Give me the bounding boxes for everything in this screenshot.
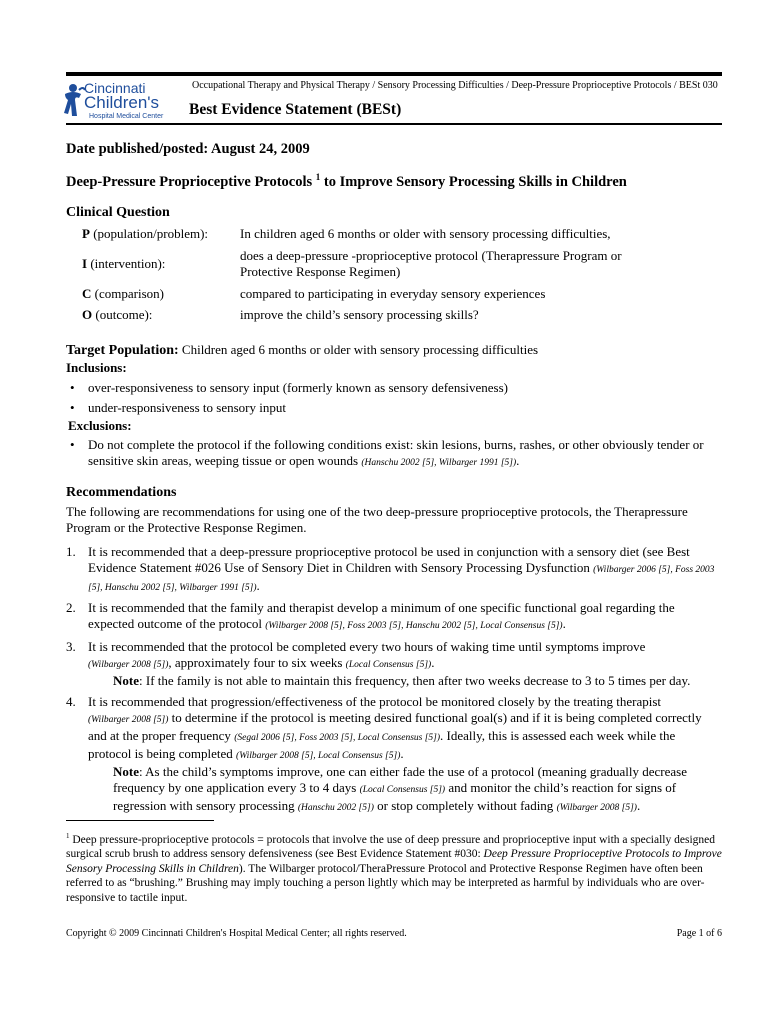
footnote-rule [66,820,214,821]
header-bottom-rule [66,123,722,125]
inclusions-list [66,380,726,416]
pico-value: compared to participating in everyday sensory experiences [240,286,546,301]
recommendations-heading: Recommendations [66,485,177,500]
doc-title-after: to Improve Sensory Processing Skills in Children [320,173,627,190]
page-title: Best Evidence Statement (BESt) [189,101,402,118]
inclusions-heading: Inclusions: [66,360,127,375]
pico-value: In children aged 6 months or older with sensory processing difficulties, [240,226,611,241]
target-population: Target Population: Children aged 6 months or older with sensory processing difficulties [66,342,539,358]
logo-line2: Children's [84,93,160,112]
doc-title-before: Deep-Pressure Proprioceptive Protocols [66,173,316,190]
list-item: • Do not complete the protocol if the following conditions exist: skin lesions, burns, rashes, or other obviously tender or sensitive skin areas, weeping tissue or open wounds (Hanschu 2002 [5], Wilbarger 1991 [5]). [70,437,704,468]
list-item: • under-responsiveness to sensory input [70,400,286,415]
exclusions-heading: Exclusions: [68,418,132,433]
cincinnati-childrens-logo [62,80,182,124]
breadcrumb: Occupational Therapy and Physical Therapy / Sensory Processing Difficulties / Deep-Pressure Proprioceptive Protocols / BESt 030 [192,80,718,91]
pico-label: I (intervention): [82,256,166,271]
pico-value: improve the child’s sensory processing skills? [240,307,479,322]
pico-label: P (population/problem): [82,226,209,241]
clinical-question-heading: Clinical Question [66,205,170,220]
publish-date: Date published/posted: August 24, 2009 [66,141,310,157]
page-number: Page 1 of 6 [676,928,722,939]
pico-label: O (outcome): [82,307,153,322]
header-top-rule [66,72,722,76]
footnote: $^1$ Deep pressure-proprioceptive protocols = protocols that involve the use of deep pressure and proprioceptive input with a specially designed surgical scrub brush to address sensory defensiveness (see Best Evidence Statement #030: Deep Pressure Proprioceptive Protocols to Improve Sensory Processing Skills in Children). The Wilbarger protocol/TheraPressure Protocol and Protective Response Regimen have often been referred to as “brushing.” Brushing may imply touching a person lightly which may be interpreted as harmful by individuals who are over-responsive to tactile input. [66,832,722,904]
logo-line3: Hospital Medical Center [89,113,164,120]
pico-label: C (comparison) [82,286,164,301]
logo-line1: Cincinnati [84,80,146,96]
list-item: • over-responsiveness to sensory input (formerly known as sensory defensiveness) [70,380,508,395]
copyright: Copyright © 2009 Cincinnati Children's Hospital Medical Center; all rights reserved. [66,928,407,939]
exclusions-list [66,437,712,471]
document-title [66,172,627,191]
recommendations-intro: The following are recommendations for using one of the two deep-pressure proprioceptive protocols, the Therapressure Program or the Protective Response Regimen. [66,504,688,535]
doc-title-footnote-ref[interactable]: 1 [315,172,321,182]
pico-value: does a deep-pressure -proprioceptive protocol (Therapressure Program or Protective Response Regimen) [240,248,622,279]
